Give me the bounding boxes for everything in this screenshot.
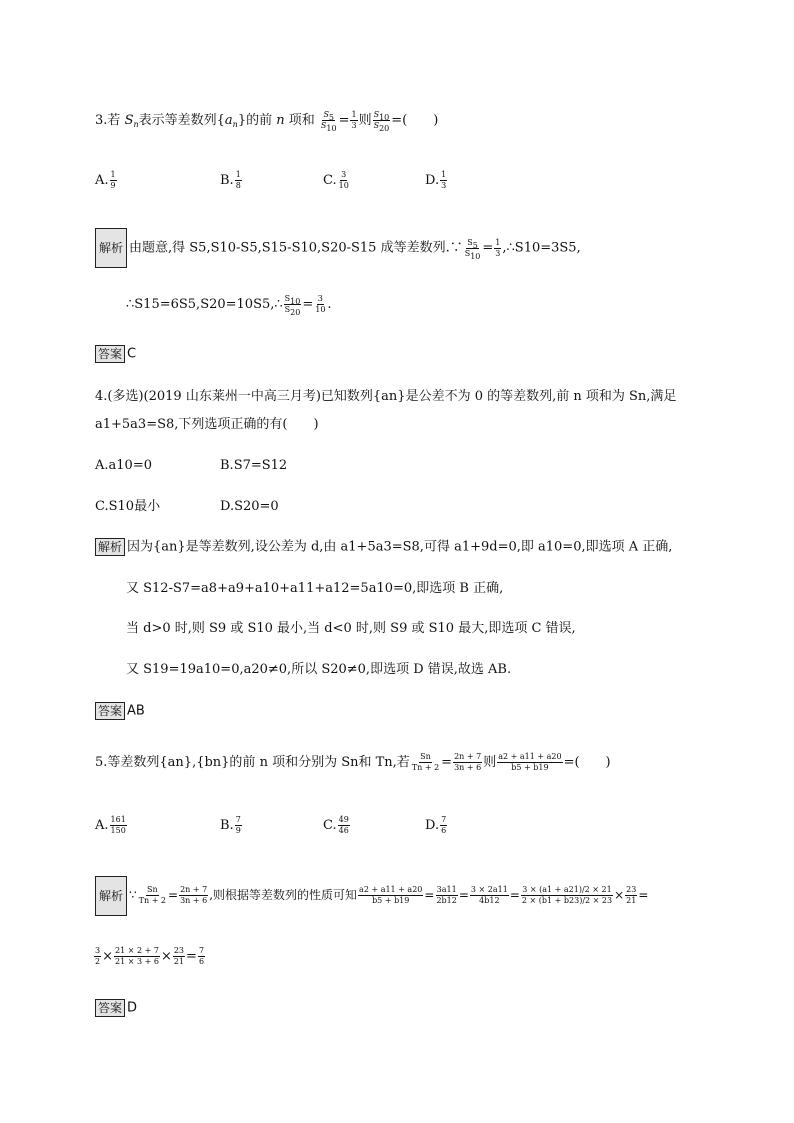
q5-analysis-frac6: $\frac{3 \times (a1 + a21)/2 \times 21}{2 \times (b1 + b23)/2 \times 23}$ bbox=[521, 885, 613, 905]
q3-option-c: C. $\frac{3}{10}$ bbox=[323, 170, 349, 190]
q3-fraction-s10-s20: $\frac{S_{10}}{S_{20}}$ bbox=[373, 110, 390, 133]
analysis-tag: 解析 bbox=[95, 228, 127, 268]
q3-option-a: A. $\frac{1}{9}$ bbox=[95, 170, 116, 190]
q5-analysis-line2: $\frac{3}{2}$ × $\frac{21 \times 2 + 7}{21 \times 3 + 6}$ × $\frac{23}{21}$ = $\frac{7}{6}$ bbox=[95, 946, 205, 966]
q4-stem-line1: 4.(多选)(2019 山东莱州一中高三月考)已知数列{an}是公差不为 0 的等差数列,前 n 项和为 Sn,满足 bbox=[95, 389, 677, 404]
q3-number: 3 bbox=[95, 113, 104, 128]
q5-answer: 答案 D bbox=[95, 999, 137, 1018]
q3-fraction-s5-s10: $\frac{S_5}{S_{10}}$ bbox=[320, 110, 337, 133]
q4-option-a: A.a10=0 bbox=[95, 458, 152, 473]
q3-analysis-line2: ∴S15=6S5,S20=10S5,∴ $\frac{S_{10}}{S_{20}}$ = $\frac{3}{10}$ . bbox=[126, 294, 332, 317]
analysis-tag: 解析 bbox=[95, 876, 127, 916]
q4-option-d: D.S20=0 bbox=[220, 499, 279, 514]
q5-analysis-line1: 解析 ∵ $\frac{Sn}{Tn + 2}$ = $\frac{2n + 7}{3n + 6}$ ,则根据等差数列的性质可知 $\frac{a2 + a11 + a20}{b5 + b19}$ = $\frac{3a11}{2b12}$ = $\frac{3 \times 2a11}{4b12}$ = $\frac{3 \times (a1 + a21)/2 \times 21}{2 \times (b1 + b23)/2 \times 23}$ × $\frac{23}{21}$ = bbox=[95, 865, 648, 925]
q5-option-a: A. $\frac{161}{150}$ bbox=[95, 815, 126, 835]
q5-stem: 5.等差数列{an},{bn}的前 n 项和分别为 Sn和 Tn,若 $\frac{Sn}{Tn + 2}$ = $\frac{2n + 7}{3n + 6}$ 则 $\frac{a2 + a11 + a20}{b5 + b19}$ =( ) bbox=[95, 752, 611, 772]
q3-stem: 3.若 $S_n$表示等差数列$\{a_n\}$的前 n 项和 $\frac{S_5}{S_{10}}$ = $\frac{1}{3}$ 则 $\frac{S_{10}}{S_{20}}$ =( ) bbox=[95, 110, 439, 133]
q4-stem-line2: a1+5a3=S8,下列选项正确的有( ) bbox=[95, 417, 319, 432]
q5-fraction-target: $\frac{a2 + a11 + a20}{b5 + b19}$ bbox=[498, 752, 562, 772]
q5-analysis-frac2: $\frac{2n + 7}{3n + 6}$ bbox=[180, 885, 208, 905]
answer-tag: 答案 bbox=[95, 999, 125, 1017]
q3-analysis-line1: 解析 由题意,得 S5,S10-S5,S15-S10,S20-S15 成等差数列.∵ $\frac{S_5}{S_{10}}$ = $\frac{1}{3}$ ,∴S10=3S5, bbox=[95, 228, 581, 268]
q5-analysis-frac4: $\frac{3a11}{2b12}$ bbox=[436, 885, 457, 905]
q3-fraction-one-third: $\frac{1}{3}$ bbox=[351, 110, 357, 130]
answer-tag: 答案 bbox=[95, 702, 125, 720]
q5-fraction-ratio: $\frac{2n + 7}{3n + 6}$ bbox=[454, 752, 482, 772]
q5-option-d: D. $\frac{7}{6}$ bbox=[425, 815, 447, 835]
q3-option-b: B. $\frac{1}{8}$ bbox=[220, 170, 241, 190]
q5-fraction-sn-tn: $\frac{Sn}{Tn + 2}$ bbox=[411, 752, 440, 772]
q3-option-d: D. $\frac{1}{3}$ bbox=[425, 170, 447, 190]
q5-analysis-frac3: $\frac{a2 + a11 + a20}{b5 + b19}$ bbox=[359, 885, 423, 905]
q4-option-c: C.S10最小 bbox=[95, 499, 161, 514]
q4-analysis-line2: 又 S12-S7=a8+a9+a10+a11+a12=5a10=0,即选项 B 正确, bbox=[126, 581, 504, 596]
q5-option-c: C. $\frac{49}{46}$ bbox=[323, 815, 349, 835]
q5-option-b: B. $\frac{7}{9}$ bbox=[220, 815, 241, 835]
q4-answer: 答案 AB bbox=[95, 702, 145, 721]
q4-analysis-line4: 又 S19=19a10=0,a20≠0,所以 S20≠0,即选项 D 错误,故选 AB. bbox=[126, 662, 512, 677]
q4-analysis-line3: 当 d>0 时,则 S9 或 S10 最小,当 d<0 时,则 S9 或 S10 最大,即选项 C 错误, bbox=[126, 621, 576, 636]
q5-analysis-frac7: $\frac{23}{21}$ bbox=[626, 885, 637, 905]
q3-answer: 答案 C bbox=[95, 345, 136, 364]
q4-analysis-line1: 解析 因为{an}是等差数列,设公差为 d,由 a1+5a3=S8,可得 a1+9d=0,即 a10=0,即选项 A 正确, bbox=[95, 538, 672, 557]
q5-analysis-frac5: $\frac{3 \times 2a11}{4b12}$ bbox=[470, 885, 508, 905]
analysis-tag: 解析 bbox=[95, 538, 125, 556]
q5-analysis-frac1: $\frac{Sn}{Tn + 2}$ bbox=[138, 885, 167, 905]
q4-option-b: B.S7=S12 bbox=[220, 458, 288, 473]
answer-tag: 答案 bbox=[95, 345, 125, 363]
